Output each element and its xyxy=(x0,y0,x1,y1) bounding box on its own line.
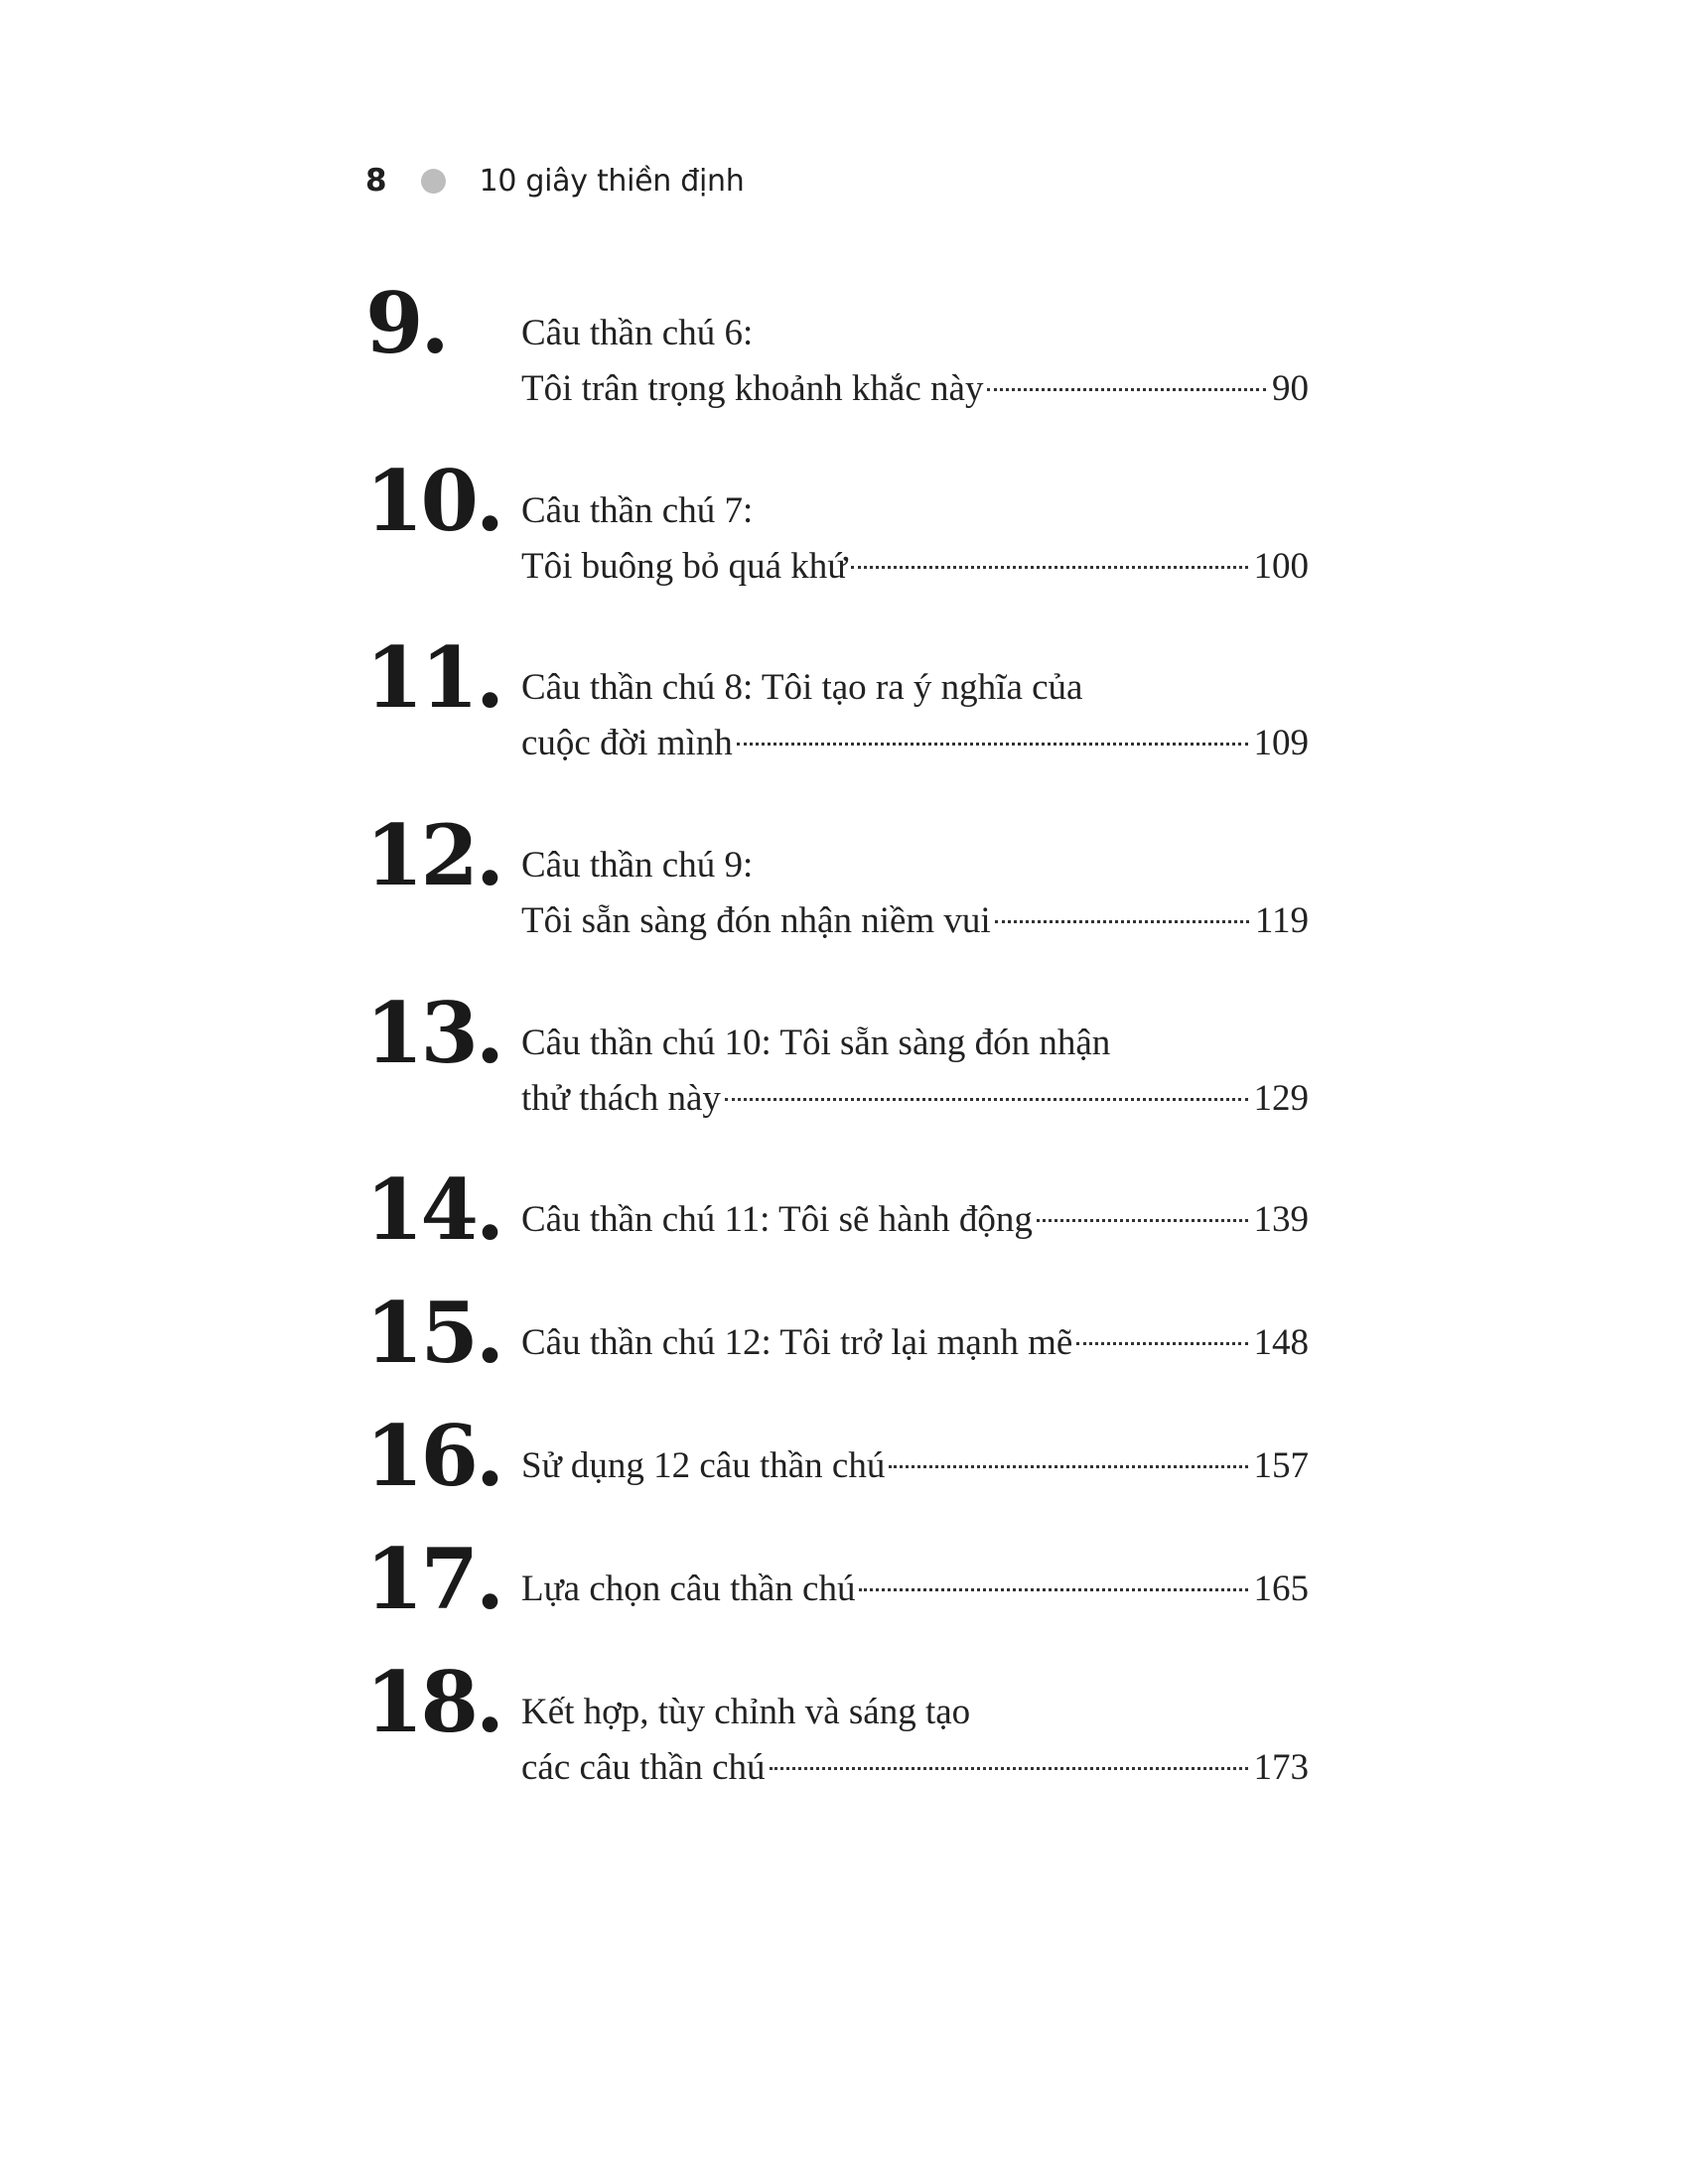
entry-title-text: Sử dụng 12 câu thần chú xyxy=(521,1445,886,1486)
chapter-number: 13. xyxy=(365,984,502,1082)
entry-title-line: Câu thần chú 6: xyxy=(521,313,754,353)
chapter-number: 16. xyxy=(365,1407,502,1505)
entry-page-number: 109 xyxy=(1253,723,1309,763)
entry-title-line: Câu thần chú 9: xyxy=(521,845,754,886)
entry-title-line: Kết hợp, tùy chỉnh và sáng tạo xyxy=(521,1692,971,1732)
entry-title-text: Tôi sẵn sàng đón nhận niềm vui xyxy=(521,900,991,941)
entry-page-number: 173 xyxy=(1253,1747,1309,1788)
entry-title-line: Câu thần chú 10: Tôi sẵn sàng đón nhận xyxy=(521,1023,1111,1063)
toc-entry-11[interactable] xyxy=(365,628,1309,763)
entry-title-line-with-leader xyxy=(521,893,1309,949)
entry-title-text: Tôi buông bỏ quá khứ xyxy=(521,546,848,587)
entry-page-number: 165 xyxy=(1253,1569,1309,1609)
dot-leader xyxy=(859,1588,1247,1591)
entry-page-number: 148 xyxy=(1253,1322,1309,1363)
entry-page-number: 129 xyxy=(1253,1078,1309,1119)
entry-title-line-with-leader xyxy=(521,361,1309,417)
dot-leader xyxy=(770,1767,1248,1770)
book-title: 10 giây thiền định xyxy=(479,163,745,199)
entry-title-text: Lựa chọn câu thần chú xyxy=(521,1569,856,1609)
toc-entry-13[interactable] xyxy=(365,984,1309,1119)
dot-leader xyxy=(851,566,1247,569)
chapter-number: 18. xyxy=(365,1653,502,1751)
entry-title-text: cuộc đời mình xyxy=(521,723,733,763)
entry-page-number: 90 xyxy=(1272,368,1309,409)
toc-entry-14[interactable] xyxy=(365,1160,1309,1288)
entry-page-number: 139 xyxy=(1253,1199,1309,1240)
toc-entry-12[interactable] xyxy=(365,806,1309,941)
dot-leader xyxy=(995,920,1249,923)
entry-title-text: Tôi trân trọng khoảnh khắc này xyxy=(521,368,984,409)
entry-title-line-with-leader xyxy=(521,1071,1309,1127)
toc-entry-18[interactable] xyxy=(365,1653,1309,1788)
entry-title-line-with-leader xyxy=(521,1438,1309,1494)
entry-title-line-with-leader xyxy=(521,716,1309,771)
entry-page-number: 119 xyxy=(1254,900,1309,941)
entry-title-text: các câu thần chú xyxy=(521,1747,766,1788)
dot-leader xyxy=(889,1465,1247,1468)
page-number: 8 xyxy=(365,163,387,199)
entry-title-text: thử thách này xyxy=(521,1078,721,1119)
entry-title-line-with-leader xyxy=(521,1192,1309,1248)
toc-entry-10[interactable] xyxy=(365,452,1309,587)
chapter-number: 15. xyxy=(365,1284,502,1382)
entry-title-line: Câu thần chú 7: xyxy=(521,490,754,531)
entry-title-line-with-leader xyxy=(521,1562,1309,1617)
toc-entry-15[interactable] xyxy=(365,1284,1309,1411)
entry-title-line-with-leader xyxy=(521,1315,1309,1371)
chapter-number: 14. xyxy=(365,1160,502,1259)
chapter-number: 10. xyxy=(365,452,502,550)
entry-title-line-with-leader xyxy=(521,1740,1309,1796)
entry-title-text: Câu thần chú 11: Tôi sẽ hành động xyxy=(521,1199,1033,1240)
chapter-number: 12. xyxy=(365,806,502,904)
entry-title-line-with-leader xyxy=(521,539,1309,595)
entry-page-number: 157 xyxy=(1253,1445,1309,1486)
chapter-number: 17. xyxy=(365,1530,502,1628)
toc-entry-17[interactable] xyxy=(365,1530,1309,1657)
dot-leader xyxy=(1037,1219,1248,1222)
entry-title-text: Câu thần chú 12: Tôi trở lại mạnh mẽ xyxy=(521,1322,1073,1363)
dot-leader xyxy=(737,743,1248,746)
chapter-number: 9. xyxy=(365,274,447,372)
dot-leader xyxy=(987,388,1266,391)
dot-leader xyxy=(1076,1342,1247,1345)
entry-title-line: Câu thần chú 8: Tôi tạo ra ý nghĩa của xyxy=(521,667,1083,708)
chapter-number: 11. xyxy=(365,628,502,727)
entry-page-number: 100 xyxy=(1253,546,1309,587)
toc-entry-16[interactable] xyxy=(365,1407,1309,1534)
toc-entry-9[interactable] xyxy=(365,274,1309,409)
dot-leader xyxy=(725,1098,1248,1101)
